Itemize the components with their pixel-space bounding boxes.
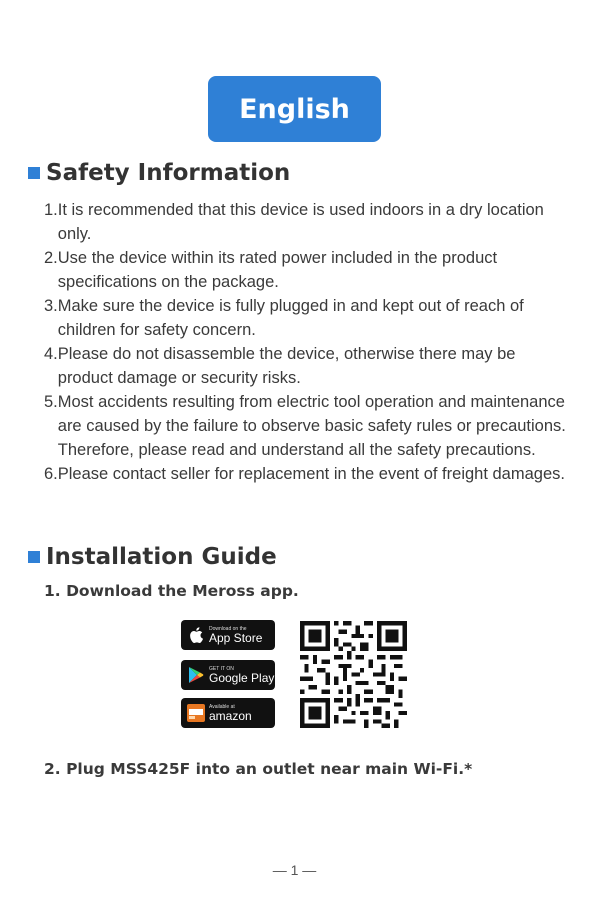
app-store-badge[interactable] — [181, 620, 275, 650]
safety-item-number: 3. — [44, 297, 58, 315]
qr-code-icon — [300, 621, 407, 728]
amazon-label: amazon — [209, 708, 252, 723]
safety-heading — [28, 160, 290, 186]
google-play-icon — [187, 666, 205, 684]
app-store-small-label: Download on the — [209, 625, 247, 632]
installation-title: Installation Guide — [46, 544, 277, 570]
google-play-label: Google Play — [209, 670, 275, 685]
installation-heading — [28, 544, 277, 570]
safety-item-text: Please contact seller for replacement in the event of freight damages. — [57, 465, 565, 483]
safety-item — [44, 198, 569, 246]
safety-item-number: 5. — [44, 393, 58, 411]
google-play-small-label: GET IT ON — [209, 665, 234, 672]
amazon-badge[interactable] — [181, 698, 275, 728]
safety-item-text: It is recommended that this device is used indoors in a dry location only. — [57, 201, 544, 243]
section-bullet-icon — [28, 551, 40, 563]
safety-item-number: 6. — [44, 465, 58, 483]
safety-item-number: 2. — [44, 249, 58, 267]
safety-item-text: Use the device within its rated power included in the product specifications on the package. — [57, 249, 498, 291]
section-bullet-icon — [28, 167, 40, 179]
app-store-label: App Store — [209, 630, 263, 645]
safety-item — [44, 342, 569, 390]
safety-item — [44, 462, 569, 486]
safety-item-text: Most accidents resulting from electric tool operation and maintenance are caused by the failure to observe basic safety rules or precautions. Therefore, please read and understand all the safety precautions. — [57, 393, 566, 459]
amazon-small-label: Available at — [209, 703, 235, 710]
language-badge: English — [208, 76, 381, 142]
safety-item-text: Please do not disassemble the device, otherwise there may be product damage or security risks. — [57, 345, 516, 387]
install-step-2: 2. Plug MSS425F into an outlet near main Wi-Fi.* — [44, 760, 473, 778]
safety-title: Safety Information — [46, 160, 291, 186]
safety-item-text: Make sure the device is fully plugged in and kept out of reach of children for safety concern. — [57, 297, 524, 339]
google-play-badge[interactable] — [181, 660, 275, 690]
safety-item — [44, 246, 569, 294]
safety-item-number: 1. — [44, 201, 58, 219]
safety-list — [44, 198, 569, 486]
safety-item — [44, 390, 569, 462]
apple-icon — [187, 626, 205, 644]
safety-item-number: 4. — [44, 345, 58, 363]
install-step-1: 1. Download the Meross app. — [44, 582, 299, 600]
safety-item — [44, 294, 569, 342]
amazon-alexa-icon — [187, 704, 205, 722]
page-number: — 1 — — [272, 862, 317, 878]
